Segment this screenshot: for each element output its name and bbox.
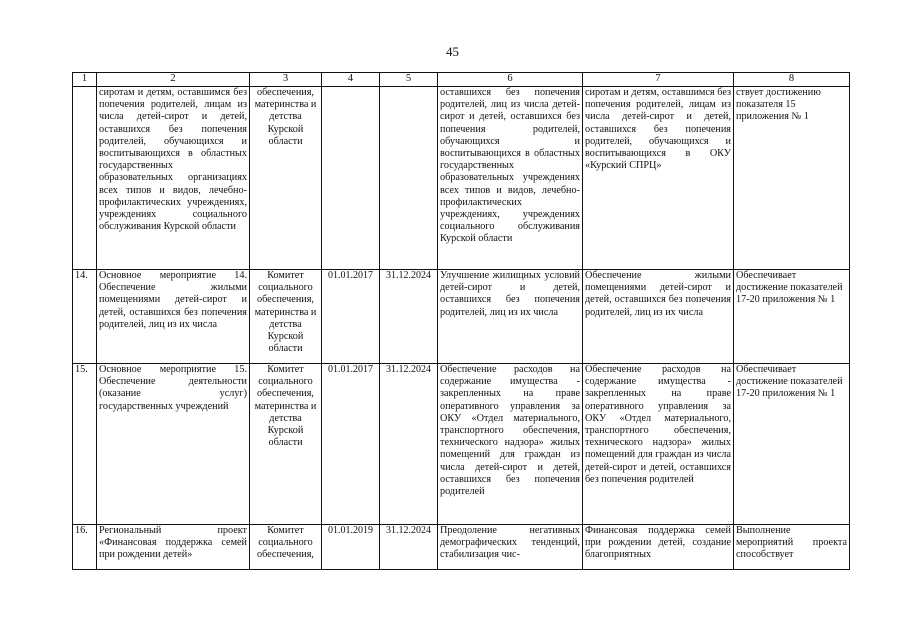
start-date: 01.01.2017	[322, 364, 380, 525]
expected-result: Обеспечение расходов на содержание имущества - закрепленных на праве оперативного управления за ОКУ «Отдел материального, транспортного обеспечения, технического надзора» жилых помещений для граждан из числа детей-сирот и детей, оставшихся без попечения родителей	[438, 364, 583, 525]
header-cell: 7	[583, 73, 734, 87]
main-directions: Обеспечение жилыми помещениями детей-сирот и детей, оставшихся без попечения родителей, лиц из их числа	[583, 270, 734, 364]
program-activities-table	[72, 72, 850, 570]
header-cell: 1	[73, 73, 97, 87]
row-number: 14.	[73, 270, 97, 364]
indicator-link: Обеспечивает достижение показателей 17-20 приложения № 1	[734, 364, 850, 525]
end-date: 31.12.2024	[380, 525, 438, 570]
responsible-executor: Комитет социального обеспечения,	[250, 525, 322, 570]
table-row	[73, 270, 850, 364]
header-cell: 2	[97, 73, 250, 87]
indicator-link: Выполнение мероприятий проекта способствует	[734, 525, 850, 570]
row-number	[73, 87, 97, 270]
responsible-executor: обеспечения, материнства и детства Курской области	[250, 87, 322, 270]
expected-result: Преодоление негативных демографических тенденций, стабилизация чис-	[438, 525, 583, 570]
header-cell: 4	[322, 73, 380, 87]
main-directions: Финансовая поддержка семей при рождении детей, создание благоприятных	[583, 525, 734, 570]
table-header-row	[73, 73, 850, 87]
responsible-executor: Комитет социального обеспечения, материнства и детства Курской области	[250, 270, 322, 364]
header-cell: 8	[734, 73, 850, 87]
activity-name: сиротам и детям, оставшимся без попечения родителей, лицам из числа детей-сирот и детей, оставшихся без попечения родителей, обучающихся и воспитывающихся в областных государственных образовательных организациях всех типов и видов, лечебно-профилактических учреждениях, учреждениях социального обслуживания Курской области	[97, 87, 250, 270]
main-directions: Обеспечение расходов на содержание имущества - закрепленных на праве оперативного управления за ОКУ «Отдел материального, транспортного обеспечения, технического надзора» жилых помещений для граждан из числа детей-сирот и детей, оставшихся без попечения родителей	[583, 364, 734, 525]
header-cell: 3	[250, 73, 322, 87]
main-directions: сиротам и детям, оставшимся без попечения родителей, лицам из числа детей-сирот и детей, оставшихся без попечения родителей, обучающихся и воспитывающихся в ОКУ «Курский СПРЦ»	[583, 87, 734, 270]
row-number: 16.	[73, 525, 97, 570]
end-date: 31.12.2024	[380, 364, 438, 525]
expected-result: Улучшение жилищных условий детей-сирот и детей, оставшихся без попечения родителей, лиц из их числа	[438, 270, 583, 364]
row-number: 15.	[73, 364, 97, 525]
header-cell: 6	[438, 73, 583, 87]
activity-name: Региональный проект «Финансовая поддержка семей при рождении детей»	[97, 525, 250, 570]
header-cell: 5	[380, 73, 438, 87]
start-date: 01.01.2019	[322, 525, 380, 570]
start-date	[322, 87, 380, 270]
activity-name: Основное мероприятие 14. Обеспечение жилыми помещениями детей-сирот и детей, оставшихся без попечения родителей, лиц из их числа	[97, 270, 250, 364]
page-number: 45	[446, 44, 459, 59]
responsible-executor: Комитет социального обеспечения, материнства и детства Курской области	[250, 364, 322, 525]
start-date: 01.01.2017	[322, 270, 380, 364]
activity-name: Основное мероприятие 15. Обеспечение деятельности (оказание услуг) государственных учреждений	[97, 364, 250, 525]
table-row	[73, 364, 850, 525]
table-row	[73, 525, 850, 570]
end-date: 31.12.2024	[380, 270, 438, 364]
indicator-link: ствует достижению показателя 15 приложения № 1	[734, 87, 850, 270]
indicator-link: Обеспечивает достижение показателей 17-20 приложения № 1	[734, 270, 850, 364]
table-row	[73, 87, 850, 270]
end-date	[380, 87, 438, 270]
expected-result: оставшихся без попечения родителей, лиц из числа детей-сирот и детей, оставшихся без попечения родителей, обучающихся и воспитывающихся в областных государственных образовательных учреждениях всех типов и видов, лечебно-профилактических учреждениях, учреждениях социального обслуживания Курской области	[438, 87, 583, 270]
